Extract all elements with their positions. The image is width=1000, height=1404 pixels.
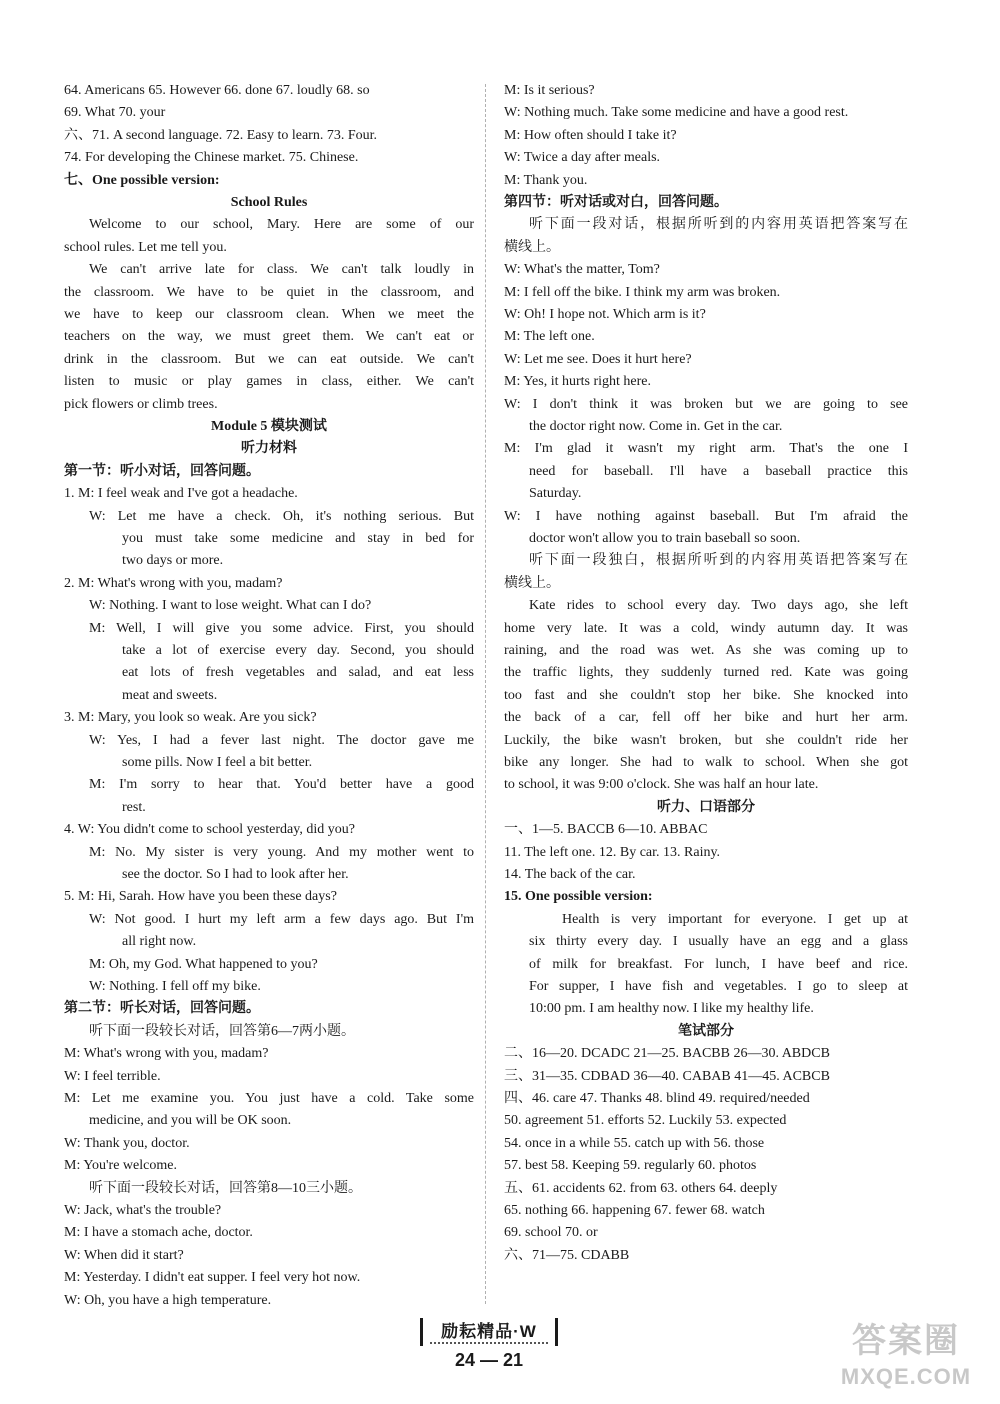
right-text-line: M: How often should I take it? [504, 127, 677, 143]
left-text-line: W: Yes, I had a fever last night. The doctor gave me [89, 732, 474, 748]
left-text-line: 3. M: Mary, you look so weak. Are you sick? [64, 710, 317, 726]
left-text-line: 第一节：听小对话，回答问题。 [64, 463, 260, 479]
right-text-line: 听力、口语部分 [657, 799, 755, 815]
right-text-line: 14. The back of the car. [504, 867, 636, 882]
left-text-line: you must take some medicine and stay in bed for [122, 531, 474, 546]
right-text-line: Luckily, the bike wasn't broken, but she couldn't ride her [504, 732, 908, 748]
right-text-line: 六、71—75. CDABB [504, 1247, 630, 1263]
right-text-line: 听下面一段对话，根据所听到的内容用英语把答案写在 [529, 217, 908, 233]
left-text-line: M: Yesterday. I didn't eat supper. I feel very hot now. [64, 1270, 361, 1286]
left-text-line: 第二节：听长对话，回答问题。 [64, 1001, 260, 1017]
left-text-line: We can't arrive late for class. We can't talk loudly in [89, 262, 474, 278]
left-text-line: 69. What 70. your [64, 105, 166, 121]
right-text-line: too fast and she couldn't stop her bike. She knocked into [504, 687, 908, 703]
left-text-line: 听下面一段较长对话，回答第6—7两小题。 [89, 1023, 355, 1039]
left-text-line: see the doctor. So I had to look after her. [122, 866, 349, 882]
right-text-line: 一、1—5. BACCB 6—10. ABBAC [504, 822, 708, 838]
right-text-line: 69. school 70. or [504, 1225, 598, 1241]
right-text-line: 横线上。 [504, 239, 560, 255]
left-text-line: take a lot of exercise every day. Second, you should [122, 643, 474, 658]
logo-underline [430, 1342, 548, 1344]
right-text-line: 15. One possible version: [504, 889, 653, 905]
right-text-line: need for baseball. I'll have a baseball practice this [529, 463, 908, 479]
left-text-line: M: No. My sister is very young. And my mother went to [89, 844, 474, 860]
left-text-line: M: Let me examine you. You just have a cold. Take some [64, 1091, 474, 1107]
left-text-line: 1. M: I feel weak and I've got a headache. [64, 486, 298, 502]
right-text-line: M: The left one. [504, 329, 595, 345]
left-text-line: M: Oh, my God. What happened to you? [89, 956, 318, 972]
left-text-line: school rules. Let me tell you. [64, 239, 227, 255]
left-text-line: W: When did it start? [64, 1247, 184, 1263]
left-text-line: W: Oh, you have a high temperature. [64, 1292, 272, 1308]
left-text-line: 5. M: Hi, Sarah. How have you been these days? [64, 889, 337, 905]
right-text-line: home very late. It was a cold, windy autumn day. It was [504, 620, 908, 636]
left-text-line: we have to keep our classroom clean. When we meet the [64, 307, 474, 323]
left-text-line: 74. For developing the Chinese market. 75. Chinese. [64, 150, 359, 166]
page-number: 24 — 21 [454, 1350, 524, 1370]
right-text-line: the back of a car, fell off her bike and hurt her arm. [504, 710, 908, 726]
right-text-line: Health is very important for everyone. I get up at [562, 911, 908, 927]
left-text-line: pick flowers or climb trees. [64, 396, 218, 412]
left-text-line: all right now. [122, 934, 197, 950]
left-text-line: 六、71. A second language. 72. Easy to learn. 73. Four. [64, 127, 378, 143]
left-text-line: M: What's wrong with you, madam? [64, 1046, 269, 1062]
left-text-line: 听下面一段较长对话，回答第8—10三小题。 [89, 1180, 362, 1196]
right-text-line: 11. The left one. 12. By car. 13. Rainy. [504, 844, 721, 860]
left-text-line: 4. W: You didn't come to school yesterday, did you? [64, 822, 355, 838]
left-column [64, 80, 474, 1312]
watermark-domain: MXQE.COM [840, 1364, 972, 1389]
watermark-logo-text: 答案圈 [852, 1322, 960, 1360]
left-text-line: 听力材料 [241, 441, 297, 457]
right-text-line: W: I don't think it was broken but we are going to see [504, 396, 908, 412]
right-text-line: W: Let me see. Does it hurt here? [504, 351, 692, 367]
right-text-line: M: Yes, it hurts right here. [504, 374, 651, 390]
right-text-line: six thirty every day. I usually have an egg and a glass [529, 934, 908, 950]
right-text-line: W: Oh! I hope not. Which arm is it? [504, 307, 706, 323]
left-text-line: M: You're welcome. [64, 1158, 177, 1174]
left-text-line: drink in the classroom. But we can eat outside. We can't [64, 351, 474, 367]
right-text-line: 三、31—35. CDBAD 36—40. CABAB 41—45. ACBCB [504, 1068, 830, 1084]
right-text-line: 四、46. care 47. Thanks 48. blind 49. required/needed [504, 1091, 810, 1106]
right-text-line: 二、16—20. DCADC 21—25. BACBB 26—30. ABDCB [504, 1046, 830, 1062]
right-text-line: the traffic lights, they suddenly turned red. Kate was going [504, 665, 908, 681]
right-text-line: 65. nothing 66. happening 67. fewer 68. watch [504, 1203, 765, 1219]
left-text-line: W: Not good. I hurt my left arm a few days ago. But I'm [89, 911, 474, 927]
left-text-line: W: Jack, what's the trouble? [64, 1203, 222, 1219]
left-text-line: rest. [122, 799, 146, 815]
left-text-line: two days or more. [122, 553, 224, 569]
left-text-line: some pills. Now I feel a bit better. [122, 754, 313, 770]
left-text-line: listen to music or play games in class, either. We can't [64, 374, 474, 390]
left-text-line: Welcome to our school, Mary. Here are some of our [89, 217, 474, 233]
left-text-line: W: Nothing. I fell off my bike. [89, 979, 261, 994]
right-text-line: W: I have nothing against baseball. But I'm afraid the [504, 508, 908, 524]
left-text-line: 七、One possible version: [64, 172, 220, 188]
right-text-line: 横线上。 [504, 575, 560, 591]
left-text-line: 64. Americans 65. However 66. done 67. loudly 68. so [64, 83, 370, 98]
left-text-line: W: Nothing. I want to lose weight. What can I do? [89, 598, 372, 614]
left-text-line: 2. M: What's wrong with you, madam? [64, 575, 283, 591]
left-text-line: M: Well, I will give you some advice. First, you should [89, 620, 474, 636]
right-text-line: 54. once in a while 55. catch up with 56. those [504, 1135, 765, 1151]
right-text-line: to school, it was 9:00 o'clock. She was half an hour late. [504, 777, 819, 793]
right-text-line: W: Nothing much. Take some medicine and have a good rest. [504, 105, 849, 121]
right-text-line: M: Is it serious? [504, 83, 595, 98]
right-text-line: Kate rides to school every day. Two days ago, she left [529, 598, 908, 614]
right-text-line: the doctor right now. Come in. Get in the car. [529, 419, 783, 435]
right-text-line: raining, and the road was wet. As she was coming up to [504, 643, 908, 659]
left-text-line: W: Let me have a check. Oh, it's nothing serious. But [89, 508, 474, 524]
right-text-line: W: Twice a day after meals. [504, 150, 661, 166]
right-text-line: doctor won't allow you to train baseball so soon. [529, 531, 801, 547]
left-text-line: W: Thank you, doctor. [64, 1135, 190, 1151]
left-text-line: the classroom. We have to be quiet in the classroom, and [64, 284, 474, 300]
right-text-line: M: Thank you. [504, 172, 588, 188]
right-text-line: of milk for breakfast. For lunch, I have beef and rice. [529, 956, 908, 972]
right-text-line: 50. agreement 51. efforts 52. Luckily 53. expected [504, 1113, 787, 1129]
left-text-line: medicine, and you will be OK soon. [89, 1113, 292, 1129]
publisher-logo: 励耘精品·W [420, 1318, 558, 1346]
left-text-line: M: I'm sorry to hear that. You'd better have a good [89, 777, 474, 793]
right-text-line: 听下面一段独白，根据所听到的内容用英语把答案写在 [529, 553, 908, 569]
column-divider [485, 84, 486, 1304]
right-text-line: M: I'm glad it wasn't my right arm. That's the one I [504, 441, 908, 457]
site-watermark [818, 1318, 994, 1398]
right-text-line: Saturday. [529, 486, 582, 502]
right-text-line: M: I fell off the bike. I think my arm was broken. [504, 284, 781, 300]
right-text-line: 五、61. accidents 62. from 63. others 64. deeply [504, 1180, 778, 1196]
left-text-line: M: I have a stomach ache, doctor. [64, 1225, 253, 1241]
right-column [504, 80, 908, 1267]
right-text-line: bike any longer. She had to walk to school. When she got [504, 754, 908, 770]
right-text-line: 10:00 pm. I am healthy now. I like my healthy life. [529, 1001, 814, 1017]
right-text-line: W: What's the matter, Tom? [504, 262, 660, 278]
left-text-line: W: I feel terrible. [64, 1068, 161, 1084]
left-text-line: meat and sweets. [122, 687, 218, 703]
left-text-line: eat lots of fresh vegetables and salad, and eat less [122, 665, 474, 681]
right-text-line: 57. best 58. Keeping 59. regularly 60. photos [504, 1158, 757, 1174]
right-text-line: For supper, I have fish and vegetables. I go to sleep at [529, 978, 908, 994]
left-text-line: Module 5 模块测试 [211, 418, 327, 434]
right-text-line: 第四节：听对话或对白，回答问题。 [504, 195, 728, 211]
right-text-line: 笔试部分 [678, 1023, 734, 1039]
left-text-line: teachers on the way, we must greet them. We can't eat or [64, 329, 474, 345]
left-text-line: School Rules [230, 195, 308, 211]
